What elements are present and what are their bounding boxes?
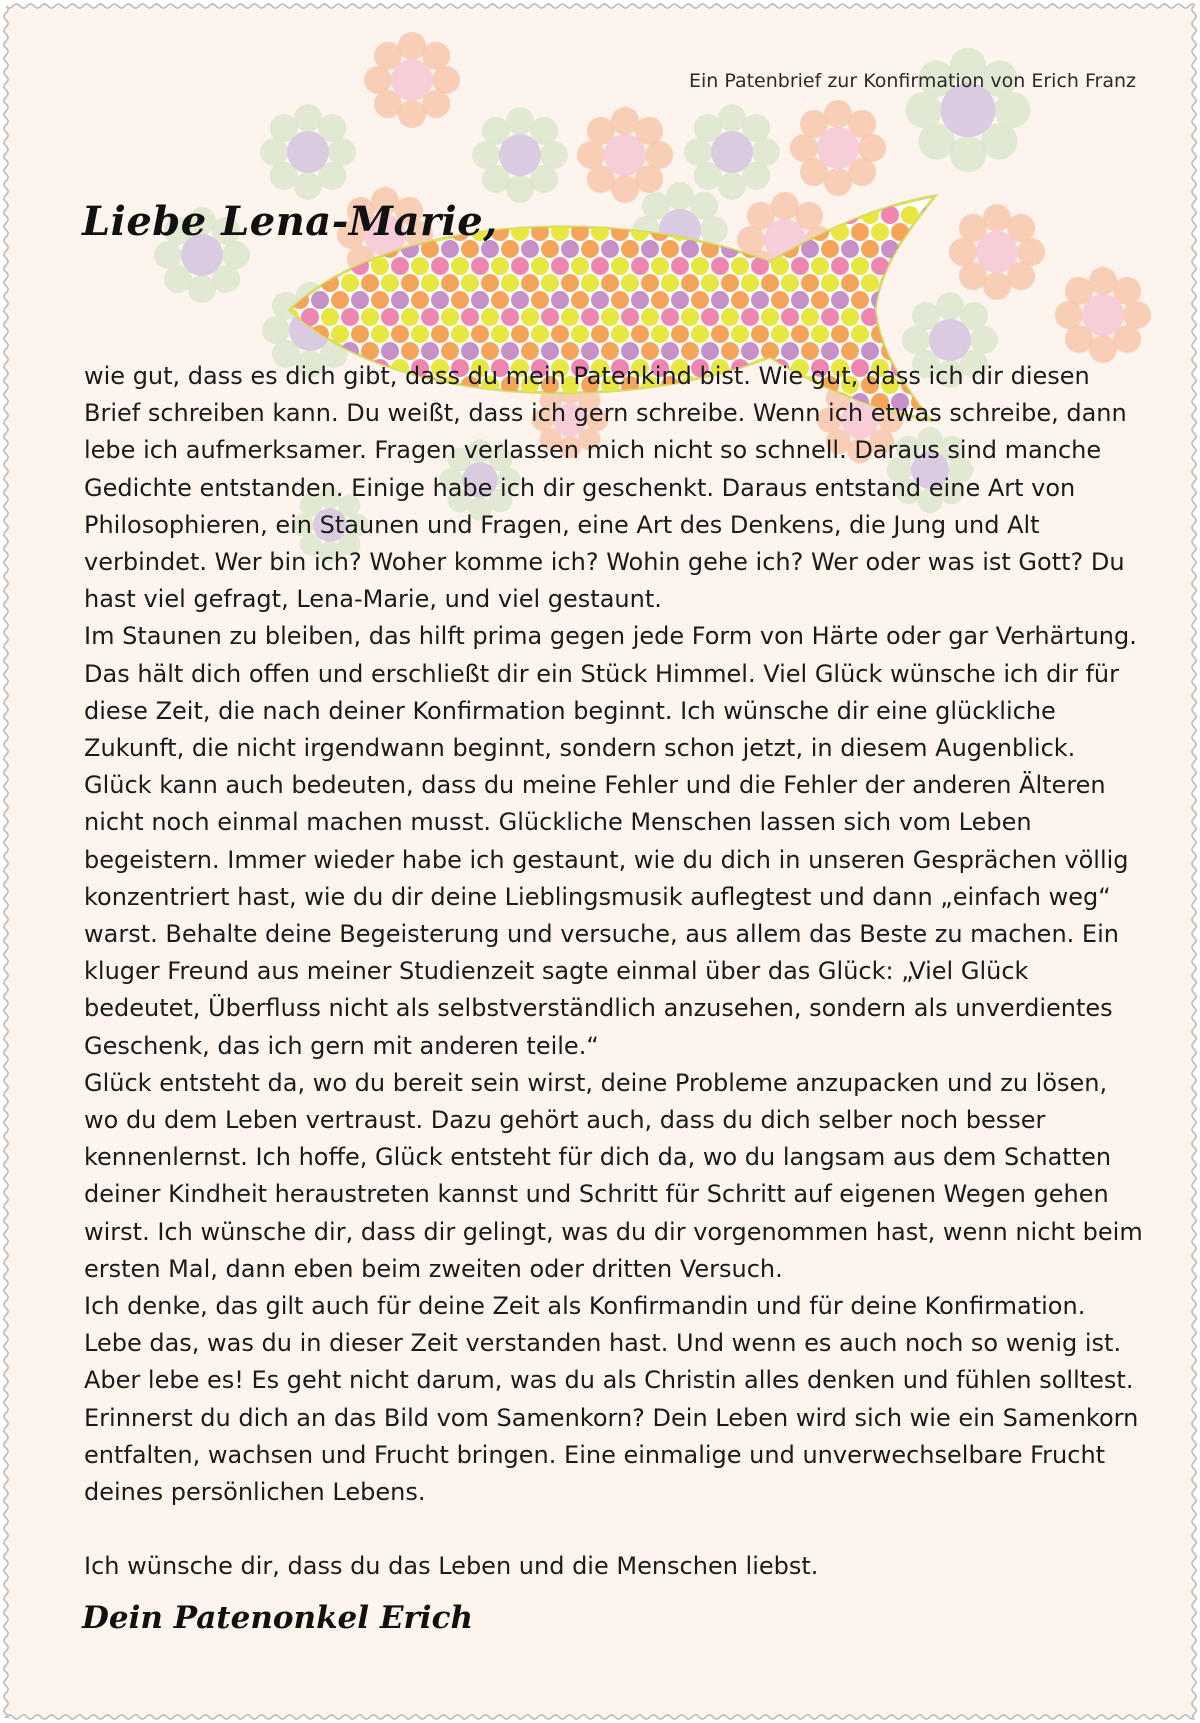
signature: Dein Patenonkel Erich bbox=[82, 1600, 473, 1636]
paragraph: wie gut, dass es dich gibt, dass du mein Patenkind bist. Wie gut, dass ich dir diesen Brief schreiben kann. Du weißt, dass ich gern schreibe. Wenn ich etwas schreibe, dann lebe ich aufmerksamer. Fragen verlassen mich nicht so schnell. Daraus sind manche Gedichte entstanden. Einige habe ich dir geschenkt. Daraus entstand eine Art von Philosophieren, ein Staunen und Fragen, eine Art des Denkens, die Jung und Alt verbindet. Wer bin ich? Woher komme ich? Wohin gehe ich? Wer oder was ist Gott? Du hast viel gefragt, Lena-Marie, und viel gestaunt. bbox=[84, 362, 1127, 614]
paragraph: Glück entsteht da, wo du bereit sein wirst, deine Probleme anzupacken und zu lösen, wo du dem Leben vertraust. Dazu gehört auch, dass du dich selber noch besser kennenlernst. Ich hoffe, Glück entsteht für dich da, wo du langsam aus dem Schatten deiner Kindheit heraustreten kannst und Schritt für Schritt auf eigenen Wegen gehen wirst. Ich wünsche dir, dass dir gelingt, was du dir vorgenommen hast, wenn nicht beim ersten Mal, dann eben beim zweiten oder dritten Versuch. bbox=[84, 1068, 1143, 1283]
letter-body bbox=[84, 358, 1144, 1586]
paragraph: Im Staunen zu bleiben, das hilft prima gegen jede Form von Härte oder gar Verhärtung. Das hält dich offen und erschließt dir ein Stück Himmel. Viel Glück wünsche ich dir für diese Zeit, die nach deiner Konfirmation beginnt. Ich wünsche dir eine glückliche Zukunft, die nicht irgendwann beginnt, sondern schon jetzt, in diesem Augenblick. Glück kann auch bedeuten, dass du meine Fehler und die Fehler der anderen Älteren nicht noch einmal machen musst. Glückliche Menschen lassen sich vom Leben begeistern. Immer wieder habe ich gestaunt, wie du dich in unseren Gesprächen völlig konzentriert hast, wie du dir deine Lieblingsmusik auflegtest und dann „einfach weg“ warst. Behalte deine Begeisterung und versuche, aus allem das Beste zu machen. Ein kluger Freund aus meiner Studienzeit sagte einmal über das Glück: „Viel Glück bedeutet, Überfluss nicht als selbstverständlich anzusehen, sondern als unverdientes Geschenk, das ich gern mit anderen teile.“ bbox=[84, 622, 1137, 1060]
letter-subtitle: Ein Patenbrief zur Konfirmation von Erich Franz bbox=[688, 70, 1136, 92]
closing-line: Ich wünsche dir, dass du das Leben und die Menschen liebst. bbox=[84, 1552, 819, 1581]
paragraph: Ich denke, das gilt auch für deine Zeit als Konfirmandin und für deine Konfirmation. Lebe das, was du in dieser Zeit verstanden hast. Und wenn es auch noch so wenig ist. Aber lebe es! Es geht nicht darum, was du als Christin alles denken und fühlen solltest. Erinnerst du dich an das Bild vom Samenkorn? Dein Leben wird sich wie ein Samenkorn entfalten, wachsen und Frucht bringen. Eine einmalige und unverwechselbare Frucht deines persönlichen Lebens. bbox=[84, 1292, 1139, 1507]
letter-greeting: Liebe Lena-Marie, bbox=[82, 198, 498, 245]
